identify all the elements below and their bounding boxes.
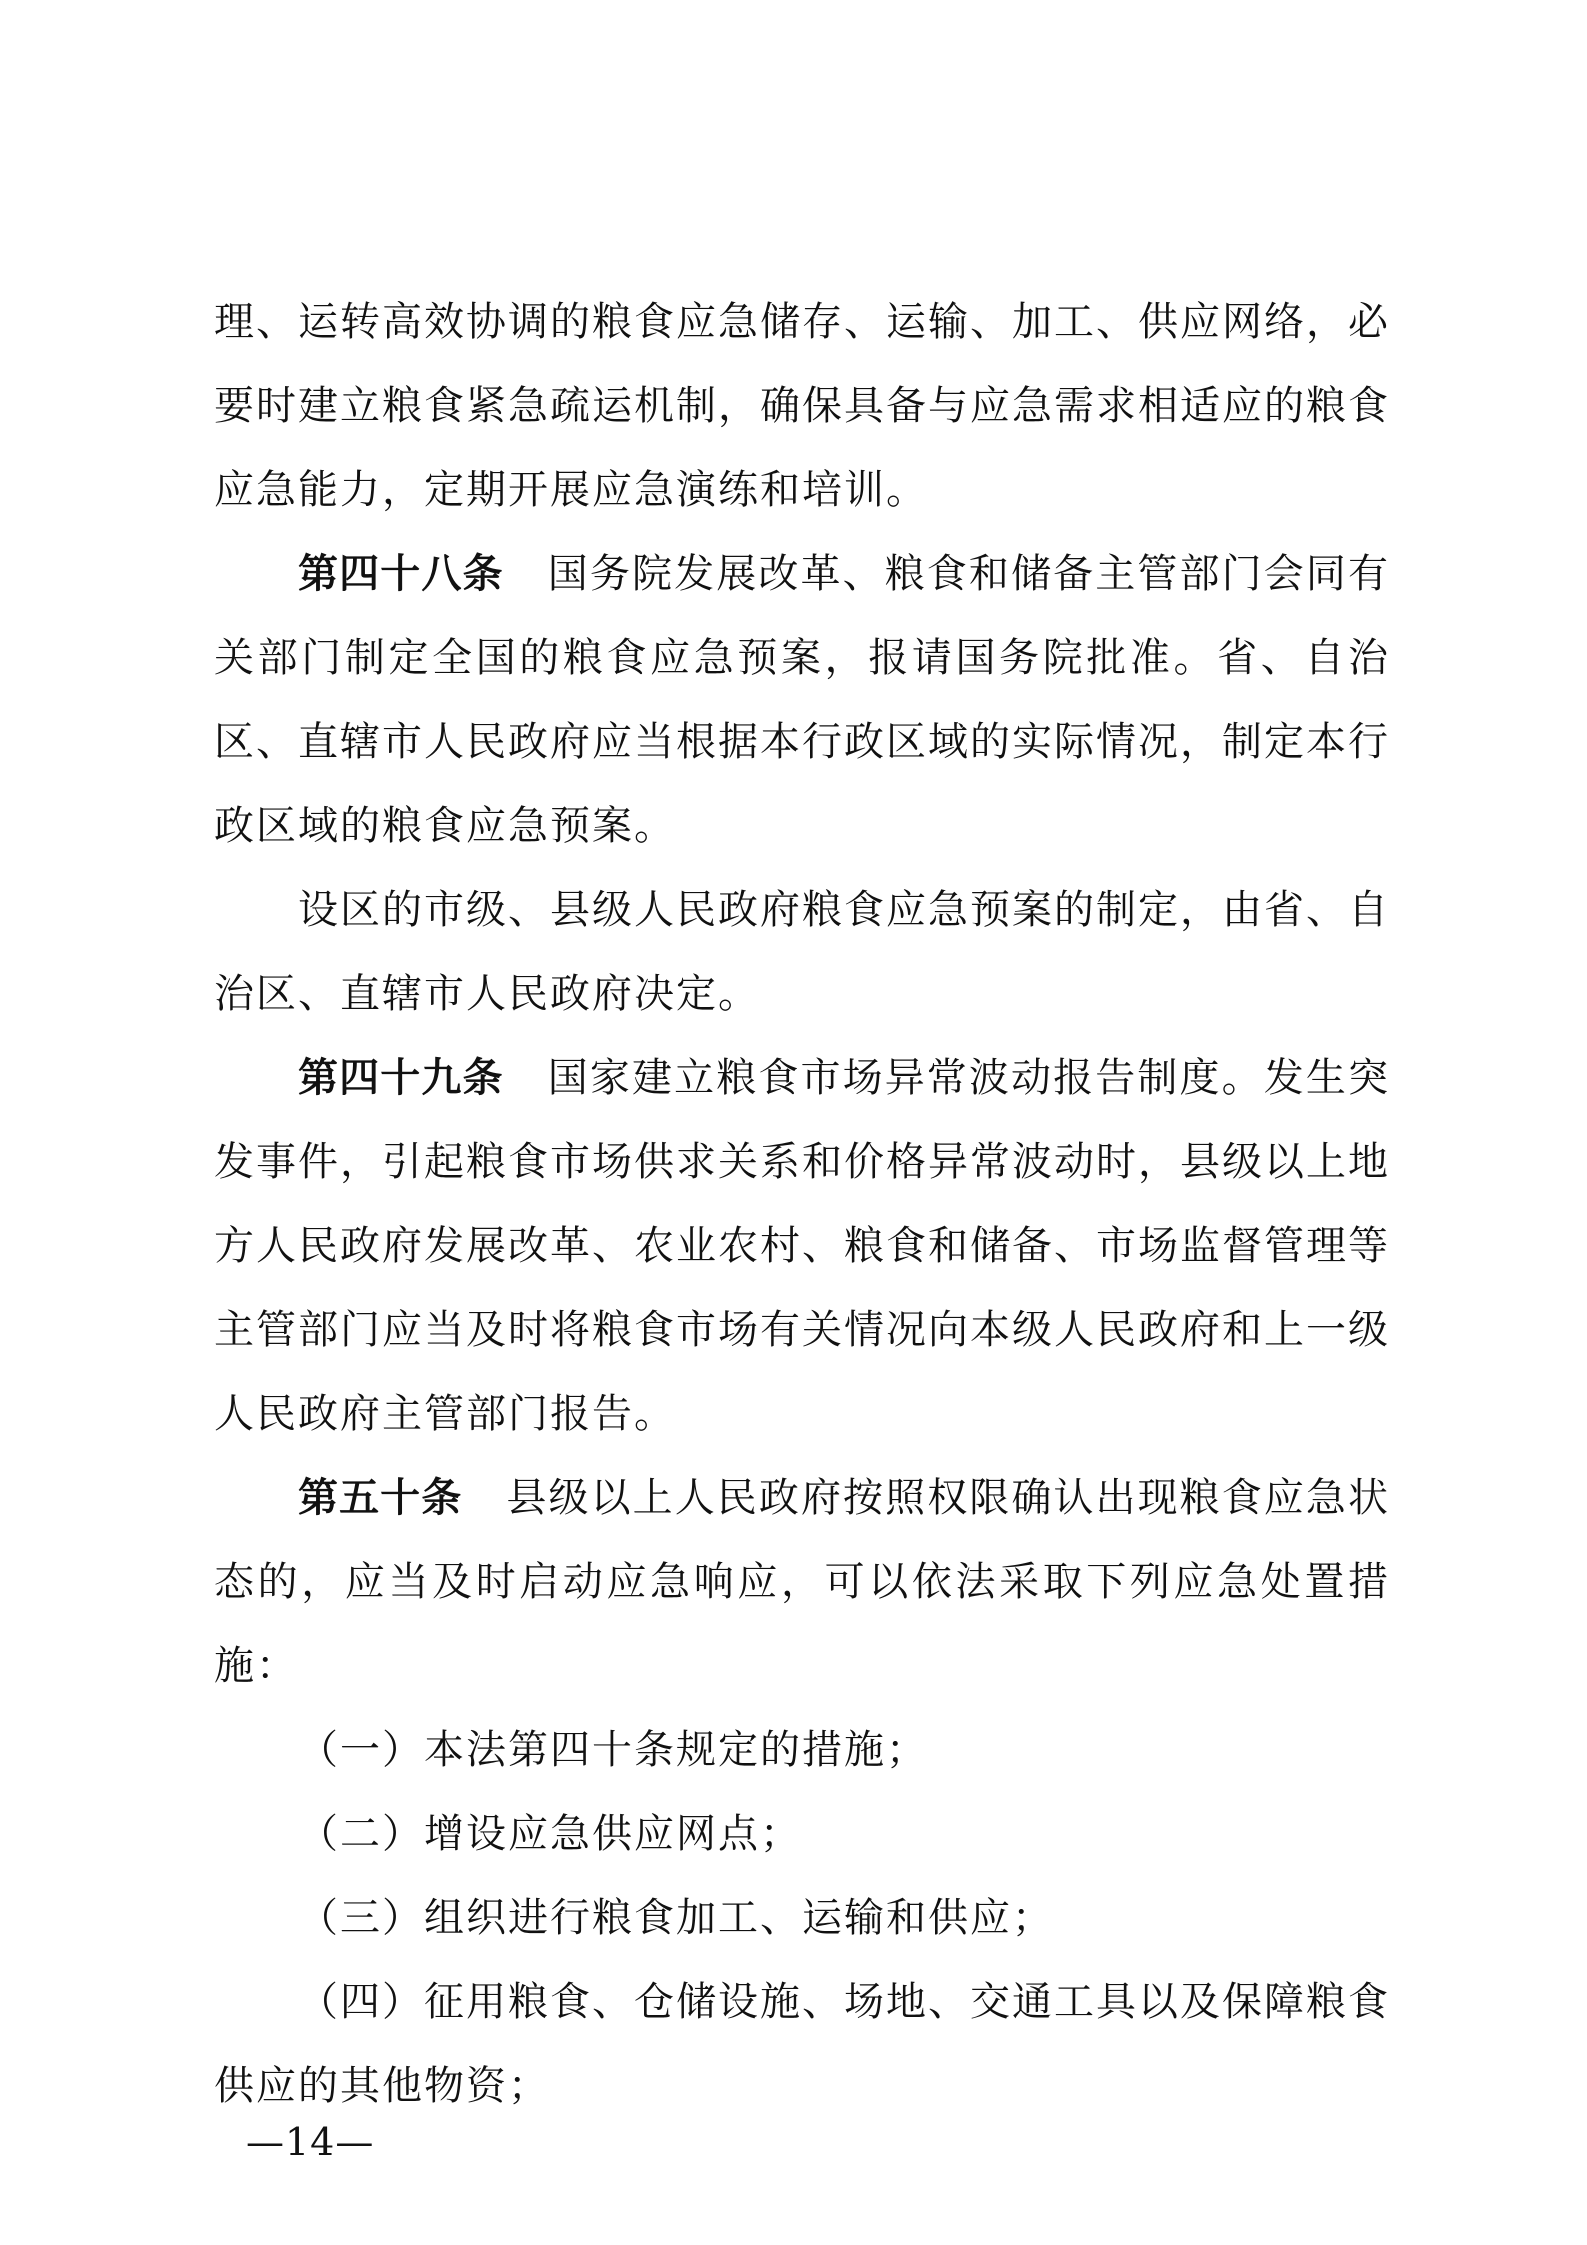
list-item-text: （一）本法第四十条规定的措施；: [298, 1727, 928, 1773]
article-text: 国务院发展改革、粮食和储备主管部门会同有关部门制定全国的粮食应急预案，报请国务院批准。省、自治区、直辖市人民政府应当根据本行政区域的实际情况，制定本行政区域的粮食应急预案。: [214, 551, 1391, 849]
list-item-4: [214, 1960, 1390, 2128]
paragraph-text: 设区的市级、县级人民政府粮食应急预案的制定，由省、自治区、直辖市人民政府决定。: [214, 887, 1390, 1017]
list-item-3: [214, 1876, 1390, 1960]
page-number: —14—: [246, 2120, 375, 2164]
article-heading: 第四十九条: [298, 1055, 504, 1101]
article-48-paragraph-2: [214, 868, 1390, 1036]
article-text: 国家建立粮食市场异常波动报告制度。发生突发事件，引起粮食市场供求关系和价格异常波动时，县级以上地方人民政府发展改革、农业农村、粮食和储备、市场监督管理等主管部门应当及时将粮食市场有关情况向本级人民政府和上一级人民政府主管部门报告。: [214, 1055, 1391, 1437]
list-item-text: （二）增设应急供应网点；: [298, 1811, 802, 1857]
body-text: [214, 280, 1390, 2128]
paragraph-continuation: [214, 280, 1390, 532]
article-48: [214, 532, 1390, 868]
article-text: 县级以上人民政府按照权限确认出现粮食应急状态的，应当及时启动应急响应，可以依法采取下列应急处置措施：: [214, 1475, 1391, 1689]
list-item-text: （三）组织进行粮食加工、运输和供应；: [298, 1895, 1054, 1941]
list-item-1: [214, 1708, 1390, 1792]
article-50: [214, 1456, 1390, 1708]
list-item-2: [214, 1792, 1390, 1876]
paragraph-text: 理、运转高效协调的粮食应急储存、运输、加工、供应网络，必要时建立粮食紧急疏运机制，确保具备与应急需求相适应的粮食应急能力，定期开展应急演练和培训。: [214, 299, 1390, 513]
list-item-text: （四）征用粮食、仓储设施、场地、交通工具以及保障粮食供应的其他物资；: [214, 1979, 1390, 2109]
article-heading: 第五十条: [298, 1475, 463, 1521]
article-heading: 第四十八条: [298, 551, 504, 597]
article-49: [214, 1036, 1390, 1456]
